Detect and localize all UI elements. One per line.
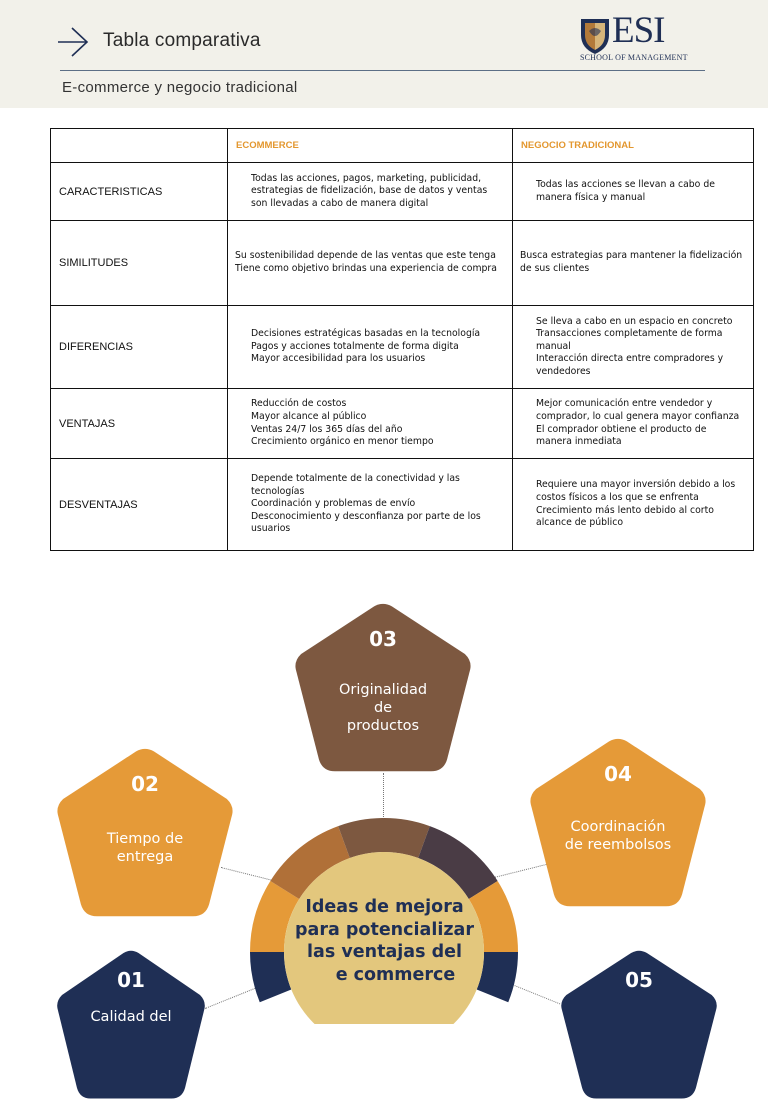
cell-line: Mejor comunicación entre vendedor y <box>536 398 713 410</box>
table-row <box>51 163 754 221</box>
ecommerce-cell <box>228 221 513 306</box>
cell-line: manual <box>536 340 571 352</box>
cell-line: Mayor alcance al público <box>251 410 367 422</box>
table-header-row <box>51 129 754 163</box>
ecommerce-cell <box>228 459 513 551</box>
cell-line: comprador, lo cual genera mayor confianza <box>536 410 740 422</box>
cell-line: manera inmediata <box>536 436 622 448</box>
ecommerce-cell <box>228 306 513 389</box>
shield-icon <box>578 15 612 55</box>
cell-line: alcance de público <box>536 517 624 529</box>
header <box>0 0 768 108</box>
table-row <box>51 306 754 389</box>
table-row <box>51 221 754 306</box>
idea-text-line: Originalidad <box>338 682 428 698</box>
cell-line: Transacciones completamente de forma <box>536 328 723 340</box>
idea-text-line: de reembolsos <box>564 837 672 853</box>
cell-line: Interacción directa entre compradores y <box>536 353 724 365</box>
idea-text-line: Coordinación <box>570 819 666 835</box>
cell-line: Tiene como objetivo brindas una experiencia de compra <box>235 263 497 274</box>
page-title: Tabla comparativa <box>103 30 261 51</box>
comparison-table <box>50 128 754 551</box>
tradicional-cell <box>513 459 754 551</box>
idea-text <box>529 818 707 854</box>
cell-line: Coordinación y problemas de envío <box>251 498 416 510</box>
cell-line: manera física y manual <box>536 191 646 203</box>
tradicional-cell <box>513 163 754 221</box>
cell-line: Crecimiento orgánico en menor tiempo <box>251 436 434 448</box>
idea-number: 03 <box>369 627 397 651</box>
column-header <box>51 129 228 163</box>
cell-line: de sus clientes <box>520 263 590 274</box>
cell-line: Todas las acciones se llevan a cabo de <box>536 178 715 190</box>
cell-line: son llevadas a cabo de manera digital <box>251 197 429 209</box>
idea-text <box>56 830 234 866</box>
idea-text-line: de <box>373 700 393 716</box>
cell-line: Depende totalmente de la conectividad y las <box>251 473 460 485</box>
row-label: DESVENTAJAS <box>51 459 228 551</box>
idea-01 <box>56 950 206 1100</box>
esi-logo <box>578 10 708 65</box>
cell-line: costos físicos a los que se enfrenta <box>536 491 699 503</box>
tradicional-cell <box>513 221 754 306</box>
cell-line: Su sostenibilidad depende de las ventas que este tenga <box>235 250 496 262</box>
row-label: CARACTERISTICAS <box>51 163 228 221</box>
idea-number: 05 <box>625 968 653 992</box>
ecommerce-cell <box>228 163 513 221</box>
cell-line: Decisiones estratégicas basadas en la tecnología <box>251 328 481 340</box>
idea-text-line: productos <box>346 718 420 734</box>
table-row <box>51 459 754 551</box>
cell-line: Busca estrategias para mantener la fidelización <box>520 250 743 262</box>
idea-03 <box>294 603 472 773</box>
idea-text <box>294 681 472 735</box>
cell-line: Mayor accesibilidad para los usuarios <box>251 353 426 365</box>
cell-line: Reducción de costos <box>251 398 347 410</box>
cell-line: Pagos y acciones totalmente de forma digita <box>251 340 459 352</box>
logo-tagline: SCHOOL OF MANAGEMENT <box>580 53 688 62</box>
cell-line: Desconocimiento y desconfianza por parte de los <box>251 510 481 522</box>
ideas-infographic <box>0 560 768 1024</box>
column-header: ECOMMERCE <box>228 129 513 163</box>
cell-line: usuarios <box>251 523 291 535</box>
cell-line: Ventas 24/7 los 365 días del año <box>251 423 403 435</box>
idea-04 <box>529 738 707 908</box>
cell-line: Se lleva a cabo en un espacio en concreto <box>536 315 733 327</box>
logo-text: ESI <box>612 10 665 51</box>
idea-text <box>56 1008 206 1026</box>
row-label: DIFERENCIAS <box>51 306 228 389</box>
tradicional-cell <box>513 389 754 459</box>
tradicional-cell <box>513 306 754 389</box>
idea-text-line: Tiempo de <box>106 831 184 847</box>
cell-line: tecnologías <box>251 485 305 497</box>
idea-05 <box>560 950 718 1100</box>
idea-number: 04 <box>604 762 632 786</box>
idea-number: 01 <box>117 968 145 992</box>
table-row <box>51 389 754 459</box>
cell-line: estrategias de fidelización, base de datos y ventas <box>251 185 488 197</box>
header-divider <box>60 70 705 71</box>
cell-line: vendedores <box>536 365 591 377</box>
ecommerce-cell <box>228 389 513 459</box>
idea-text-line: entrega <box>116 849 174 865</box>
cell-line: El comprador obtiene el producto de <box>536 423 707 435</box>
row-label: VENTAJAS <box>51 389 228 459</box>
idea-02 <box>56 748 234 918</box>
page-subtitle: E-commerce y negocio tradicional <box>62 79 298 96</box>
idea-number: 02 <box>131 772 159 796</box>
arrow-right-icon <box>56 26 90 58</box>
idea-text-line: Calidad del <box>90 1009 172 1025</box>
cell-line: Crecimiento más lento debido al corto <box>536 504 714 516</box>
column-header: NEGOCIO TRADICIONAL <box>513 129 754 163</box>
cell-line: Todas las acciones, pagos, marketing, publicidad, <box>251 172 482 184</box>
row-label: SIMILITUDES <box>51 221 228 306</box>
cell-line: Requiere una mayor inversión debido a los <box>536 479 736 491</box>
center-title: Ideas de mejora para potencializar las ventajas del e commerce <box>295 897 474 985</box>
